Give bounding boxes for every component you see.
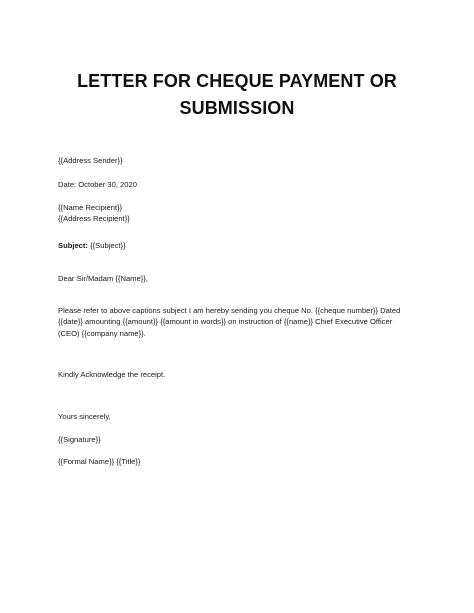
salutation: Dear Sir/Madam {{Name}}, [58, 274, 148, 283]
subject-line [58, 240, 126, 251]
subject-label: Subject: [58, 241, 88, 250]
body-line-2: {{date}} amounting {{amount}} {{amount in words}} on instruction of {{name}} Chief Executive Officer [58, 317, 393, 326]
address-recipient: {{Address Recipient}} [58, 214, 130, 223]
name-recipient: {{Name Recipient}} [58, 203, 123, 212]
acknowledge-line: Kindly Acknowledge the receipt. [58, 370, 166, 379]
title-line-2: SUBMISSION [179, 98, 295, 118]
subject-value: {{Subject}} [87, 241, 126, 250]
address-sender: {{Address Sender}} [58, 156, 123, 165]
body-line-1: Please refer to above captions subject I am hereby sending you cheque No. {{cheque number}} Dated [58, 306, 401, 315]
title-line-1: LETTER FOR CHEQUE PAYMENT OR [77, 71, 397, 91]
closing-line: Yours sincerely, [58, 412, 111, 421]
body-line-3: (CEO) {{company name}}. [58, 329, 146, 338]
letter-date: Date: October 30, 2020 [58, 180, 137, 189]
letter-title [0, 68, 474, 122]
signature-placeholder: {{Signature}} [58, 435, 101, 444]
formal-name-title: {{Formal Name}} {{Title}} [58, 457, 141, 466]
